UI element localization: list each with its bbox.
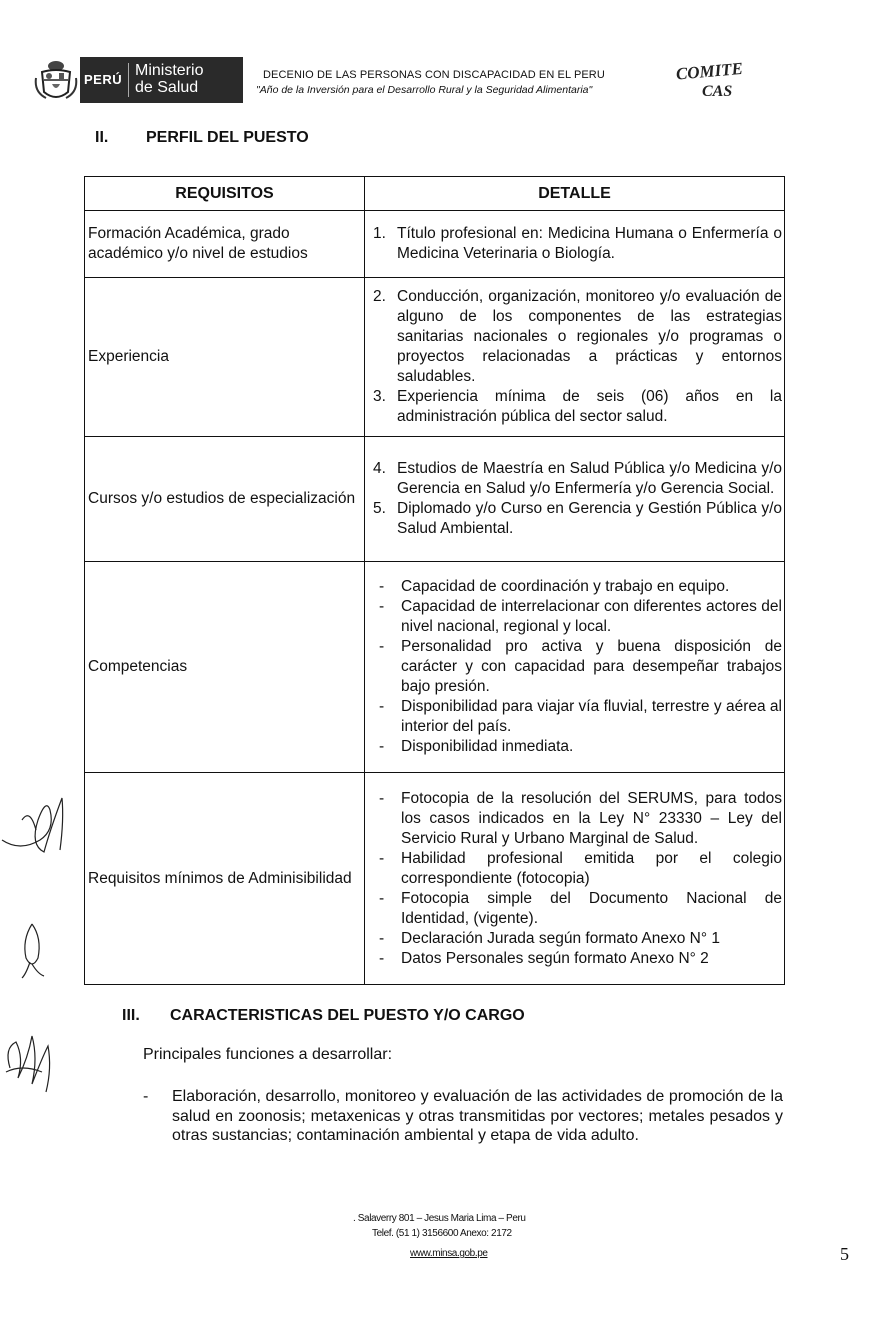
requisito-cell: Formación Académica, grado académico y/o nivel de estudios xyxy=(85,211,365,278)
list-item xyxy=(373,737,782,757)
list-item xyxy=(373,929,782,949)
item-text: Fotocopia de la resolución del SERUMS, para todos los casos indicados en la Ley N° 23330 – Ley del Servicio Rural y Urbano Marginal de Salud. xyxy=(401,789,782,847)
header-detalle: DETALLE xyxy=(365,177,785,211)
section-2-number: II. xyxy=(95,129,109,146)
page-number: 5 xyxy=(840,1244,849,1264)
item-marker: - xyxy=(379,598,385,615)
list-item xyxy=(373,224,782,264)
footer-address: . Salaverry 801 – Jesus Maria Lima – Peru xyxy=(353,1213,526,1224)
perfil-table xyxy=(84,176,785,985)
item-text: Capacidad de coordinación y trabajo en equipo. xyxy=(401,578,730,595)
item-text: Habilidad profesional emitida por el colegio correspondiente (fotocopia) xyxy=(401,849,782,887)
header-decenio: DECENIO DE LAS PERSONAS CON DISCAPACIDAD EN EL PERU xyxy=(263,69,605,81)
item-marker: 5. xyxy=(373,500,386,517)
item-marker: 4. xyxy=(373,460,386,477)
requisito-cell: Requisitos mínimos de Adminisibilidad xyxy=(85,773,365,985)
stamp-comite-text: COMITE xyxy=(675,58,744,84)
list-item xyxy=(373,499,782,539)
detalle-cell xyxy=(365,278,785,437)
list-item xyxy=(373,697,782,737)
item-marker: - xyxy=(379,698,385,715)
item-text: Disponibilidad para viajar vía fluvial, terrestre y aérea al interior del país. xyxy=(401,698,782,735)
list-item xyxy=(373,637,782,697)
detalle-cell xyxy=(365,562,785,773)
item-text: Capacidad de interrelacionar con diferentes actores del nivel nacional, regional y local. xyxy=(401,598,782,635)
logo-peru-text: PERÚ xyxy=(84,72,123,87)
table-row xyxy=(85,278,785,437)
list-item xyxy=(373,577,782,597)
requisito-cell: Cursos y/o estudios de especialización xyxy=(85,437,365,562)
list-item xyxy=(373,949,782,969)
section-3-number: III. xyxy=(122,1007,140,1024)
detalle-cell xyxy=(365,437,785,562)
section-3-title: CARACTERISTICAS DEL PUESTO Y/O CARGO xyxy=(170,1007,525,1024)
function-item xyxy=(143,1087,783,1146)
logo-divider xyxy=(128,63,129,97)
list-item xyxy=(373,889,782,929)
peru-coat-of-arms-icon xyxy=(34,58,78,104)
minsa-logo xyxy=(80,57,243,103)
item-marker: - xyxy=(143,1088,149,1105)
list-item xyxy=(373,789,782,849)
item-marker: - xyxy=(379,849,385,867)
item-text: Disponibilidad inmediata. xyxy=(401,738,574,755)
comite-cas-stamp xyxy=(672,58,764,100)
handwritten-signature xyxy=(2,1028,60,1098)
item-text: Declaración Jurada según formato Anexo N° 1 xyxy=(401,929,720,947)
item-text: Diplomado y/o Curso en Gerencia y Gestión Pública y/o Salud Ambiental. xyxy=(397,500,782,537)
footer-phone: Telef. (51 1) 3156600 Anexo: 2172 xyxy=(372,1228,512,1239)
item-text: Elaboración, desarrollo, monitoreo y evaluación de las actividades de promoción de la salud en zoonosis; metaxenicas y otras transmitidas por vectores; metales pesados y otras sustancias; contaminación ambiental y etapa de vida adulto. xyxy=(172,1088,783,1144)
item-text: Fotocopia simple del Documento Nacional de Identidad, (vigente). xyxy=(401,889,782,927)
list-item xyxy=(373,387,782,427)
handwritten-initial xyxy=(18,920,48,980)
item-text: Título profesional en: Medicina Humana o Enfermería o Medicina Veterinaria o Biología. xyxy=(397,225,782,262)
item-text: Conducción, organización, monitoreo y/o evaluación de alguno de los componentes de las estrategias sanitarias nacionales o regionales y/o programas o proyectos relacionadas a prácticas y entornos saludables. xyxy=(397,288,782,385)
item-text: Datos Personales según formato Anexo N° 2 xyxy=(401,949,709,967)
table-row xyxy=(85,437,785,562)
item-text: Estudios de Maestría en Salud Pública y/o Medicina y/o Gerencia en Salud y/o Enfermería y/o Gerencia Social. xyxy=(397,460,782,497)
item-marker: - xyxy=(379,889,385,907)
header-year-motto: "Año de la Inversión para el Desarrollo Rural y la Seguridad Alimentaria" xyxy=(256,84,593,96)
item-marker: 3. xyxy=(373,388,386,405)
item-marker: - xyxy=(379,638,385,655)
item-marker: 2. xyxy=(373,288,386,305)
logo-salud-text: de Salud xyxy=(135,79,199,96)
table-row xyxy=(85,773,785,985)
item-marker: - xyxy=(379,929,385,947)
list-item xyxy=(373,597,782,637)
functions-intro: Principales funciones a desarrollar: xyxy=(143,1046,393,1063)
detalle-cell xyxy=(365,211,785,278)
item-marker: - xyxy=(379,578,385,595)
item-marker: - xyxy=(379,738,385,755)
item-marker: - xyxy=(379,789,385,807)
item-text: Experiencia mínima de seis (06) años en la administración pública del sector salud. xyxy=(397,388,782,425)
stamp-cas-text: CAS xyxy=(702,83,733,100)
list-item xyxy=(373,459,782,499)
item-text: Personalidad pro activa y buena disposición de carácter y con capacidad para desempeñar trabajos bajo presión. xyxy=(401,638,782,695)
footer-website-link[interactable]: www.minsa.gob.pe xyxy=(410,1248,488,1259)
handwritten-signature xyxy=(0,790,75,862)
requisito-cell: Competencias xyxy=(85,562,365,773)
list-item xyxy=(373,287,782,387)
list-item xyxy=(373,849,782,889)
item-marker: 1. xyxy=(373,225,386,242)
item-marker: - xyxy=(379,949,385,967)
logo-ministerio-text: Ministerio xyxy=(135,62,204,79)
table-row xyxy=(85,211,785,278)
requisito-cell: Experiencia xyxy=(85,278,365,437)
table-header-row xyxy=(85,177,785,211)
detalle-cell xyxy=(365,773,785,985)
section-2-title: PERFIL DEL PUESTO xyxy=(146,129,309,146)
table-row xyxy=(85,562,785,773)
header-requisitos: REQUISITOS xyxy=(85,177,365,211)
